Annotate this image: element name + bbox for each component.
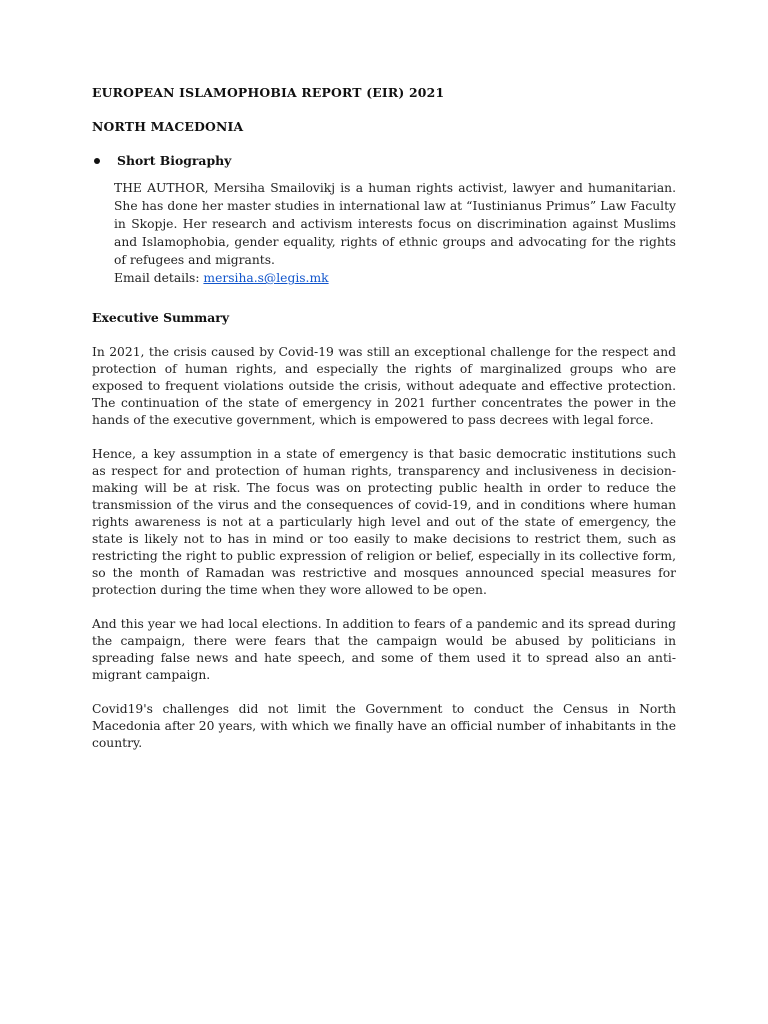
summary-paragraph-3: And this year we had local elections. In addition to fears of a pandemic and its spread during the campaign, there were fears that the campaign would be abused by politicians in spreading false news and hate speech, and some of them used it to spread also an anti-migrant campaign. (92, 617, 676, 682)
email-link[interactable]: mersiha.s@legis.mk (203, 271, 329, 285)
executive-summary-heading: Executive Summary (92, 310, 230, 325)
country-heading: NORTH MACEDONIA (92, 119, 244, 134)
bio-bullet (92, 152, 676, 170)
summary-paragraph-1: In 2021, the crisis caused by Covid-19 was still an exceptional challenge for the respect and protection of human rights, and especially the rights of marginalized groups who are exposed to frequent violations outside the crisis, without adequate and effective protection. The continuation of the state of emergency in 2021 further concentrates the power in the hands of the executive government, which is empowered to pass decrees with legal force. (92, 345, 676, 427)
summary-paragraph-2: Hence, a key assumption in a state of emergency is that basic democratic institutions such as respect for and protection of human rights, transparency and inclusiveness in decision-making will be at risk. The focus was on protecting public health in order to reduce the transmission of the virus and the consequences of covid-19, and in conditions where human rights awareness is not at a particularly high level and out of the state of emergency, the state is likely not to has in mind or too easily to make decisions to restrict them, such as restricting the right to public expression of religion or belief, especially in its collective form, so the month of Ramadan was restrictive and mosques announced special measures for protection during the time when they wore allowed to be open. (92, 447, 676, 597)
document-page (92, 84, 676, 752)
email-line (114, 269, 676, 287)
email-label: Email details: (114, 271, 200, 285)
bio-text: THE AUTHOR, Mersiha Smailovikj is a human rights activist, lawyer and humanitarian. She has done her master studies in international law at “Iustinianus Primus” Law Faculty in Skopje. Her research and activism interests focus on discrimination against Muslims and Islamophobia, gender equality, rights of ethnic groups and advocating for the rights of refugees and migrants. (114, 181, 676, 267)
report-title: EUROPEAN ISLAMOPHOBIA REPORT (EIR) 2021 (92, 85, 445, 100)
summary-paragraph-4: Covid19's challenges did not limit the Government to conduct the Census in North Macedonia after 20 years, with which we finally have an official number of inhabitants in the country. (92, 702, 676, 750)
bio-heading: Short Biography (117, 153, 232, 168)
bullet-icon (94, 158, 100, 164)
